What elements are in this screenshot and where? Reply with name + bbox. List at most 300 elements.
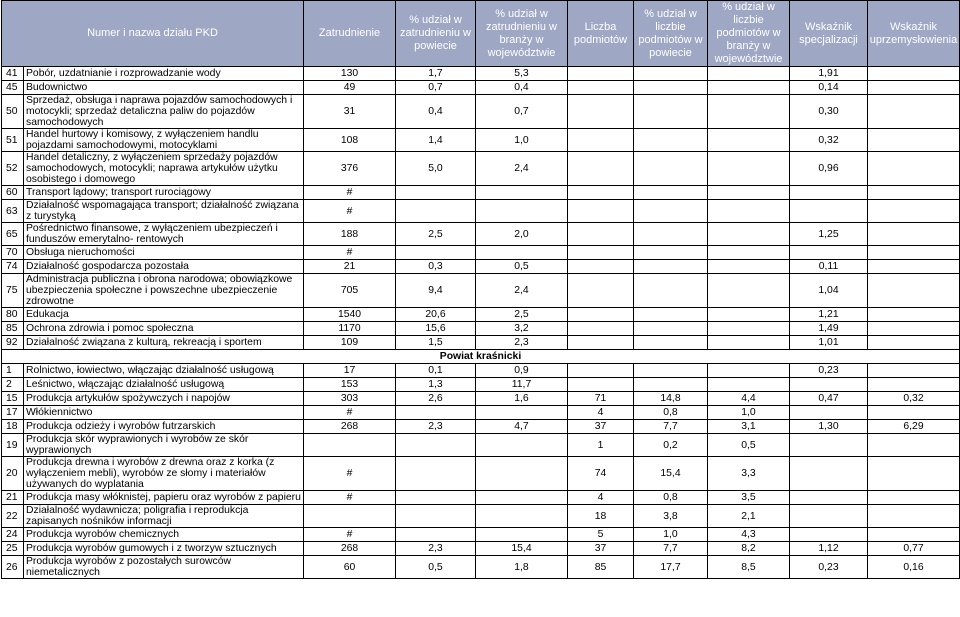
cell-entities-share-voiv [708,364,790,378]
cell-share-county: 0,5 [396,556,476,579]
cell-entities-share-voiv: 2,1 [708,505,790,528]
cell-entities [568,364,634,378]
cell-entities-share-voiv [708,260,790,274]
cell-ind [868,260,960,274]
cell-name: Handel hurtowy i komisowy, z wyłączeniem handlu pojazdami samochodowymi, motocyklami [24,129,304,152]
cell-number: 52 [2,152,24,186]
cell-spec: 1,04 [790,274,868,308]
cell-share-county [396,434,476,457]
cell-name: Włókiennictwo [24,406,304,420]
cell-number: 17 [2,406,24,420]
cell-name: Produkcja wyrobów z pozostałych surowców niemetalicznych [24,556,304,579]
cell-share-county: 2,3 [396,420,476,434]
cell-number: 51 [2,129,24,152]
cell-ind [868,528,960,542]
cell-entities-share-voiv [708,274,790,308]
cell-employment: 49 [304,81,396,95]
cell-ind: 0,16 [868,556,960,579]
cell-entities-share-county: 0,8 [634,406,708,420]
cell-number: 92 [2,336,24,350]
cell-share-county: 1,7 [396,67,476,81]
cell-share-voiv: 2,0 [476,223,568,246]
cell-employment: 268 [304,542,396,556]
cell-share-voiv [476,491,568,505]
cell-entities-share-voiv: 0,5 [708,434,790,457]
table-row [2,200,960,223]
cell-ind [868,200,960,223]
cell-spec: 0,96 [790,152,868,186]
cell-share-voiv: 0,9 [476,364,568,378]
header-entities-share-county: % udział w liczbie podmiotów w powiecie [634,1,708,67]
cell-entities-share-county [634,223,708,246]
cell-number: 75 [2,274,24,308]
cell-entities [568,274,634,308]
cell-share-county: 2,6 [396,392,476,406]
cell-number: 70 [2,246,24,260]
cell-employment: # [304,406,396,420]
cell-number: 60 [2,186,24,200]
cell-entities-share-voiv [708,95,790,129]
cell-entities-share-voiv [708,186,790,200]
table-body-bottom [2,364,960,579]
cell-name: Działalność gospodarcza pozostała [24,260,304,274]
cell-ind [868,491,960,505]
cell-entities-share-county: 7,7 [634,420,708,434]
cell-entities: 4 [568,406,634,420]
cell-share-county: 5,0 [396,152,476,186]
cell-number: 18 [2,420,24,434]
cell-ind [868,322,960,336]
cell-share-voiv: 15,4 [476,542,568,556]
header-entities-share-voiv: % udział w liczbie podmiotów w branży w województwie [708,1,790,67]
cell-entities-share-voiv [708,129,790,152]
cell-spec: 0,32 [790,129,868,152]
table-row [2,260,960,274]
cell-entities: 1 [568,434,634,457]
table-body-top [2,67,960,350]
cell-entities: 5 [568,528,634,542]
cell-name: Produkcja odzieży i wyrobów futrzarskich [24,420,304,434]
cell-employment: # [304,457,396,491]
cell-spec: 0,30 [790,95,868,129]
cell-number: 41 [2,67,24,81]
cell-entities-share-voiv: 3,3 [708,457,790,491]
cell-entities-share-voiv: 8,2 [708,542,790,556]
cell-share-county: 0,1 [396,364,476,378]
cell-entities-share-county: 14,8 [634,392,708,406]
cell-spec [790,505,868,528]
cell-number: 45 [2,81,24,95]
cell-share-voiv: 1,0 [476,129,568,152]
cell-share-voiv [476,505,568,528]
cell-entities-share-county: 7,7 [634,542,708,556]
table-row [2,95,960,129]
cell-name: Pobór, uzdatnianie i rozprowadzanie wody [24,67,304,81]
cell-share-county: 0,3 [396,260,476,274]
table-row [2,434,960,457]
cell-share-county: 0,4 [396,95,476,129]
cell-ind [868,378,960,392]
cell-share-county [396,246,476,260]
cell-entities-share-county: 0,2 [634,434,708,457]
cell-entities-share-voiv [708,200,790,223]
cell-spec [790,491,868,505]
cell-spec: 1,12 [790,542,868,556]
cell-entities [568,246,634,260]
cell-employment: 1540 [304,308,396,322]
section-title: Powiat kraśnicki [2,350,960,364]
cell-employment: 21 [304,260,396,274]
cell-share-voiv: 0,5 [476,260,568,274]
cell-spec: 0,14 [790,81,868,95]
cell-number: 80 [2,308,24,322]
cell-share-voiv: 2,4 [476,152,568,186]
cell-spec [790,186,868,200]
cell-share-voiv: 4,7 [476,420,568,434]
cell-share-county: 20,6 [396,308,476,322]
cell-employment: 109 [304,336,396,350]
cell-entities-share-county [634,364,708,378]
table-row [2,457,960,491]
cell-employment [304,505,396,528]
cell-entities-share-county [634,260,708,274]
cell-name: Działalność wydawnicza; poligrafia i reprodukcja zapisanych nośników informacji [24,505,304,528]
cell-spec: 1,21 [790,308,868,322]
header-share-county: % udział w zatrudnieniu w powiecie [396,1,476,67]
table-row [2,274,960,308]
cell-share-county [396,186,476,200]
cell-share-county [396,200,476,223]
cell-share-voiv: 1,6 [476,392,568,406]
cell-share-voiv [476,406,568,420]
section-body [2,350,960,364]
cell-share-voiv [476,457,568,491]
cell-share-county [396,406,476,420]
table-row [2,378,960,392]
cell-spec: 0,47 [790,392,868,406]
cell-entities-share-county [634,152,708,186]
cell-number: 26 [2,556,24,579]
cell-name: Pośrednictwo finansowe, z wyłączeniem ubezpieczeń i funduszów emerytalno- rentowych [24,223,304,246]
cell-name: Produkcja masy włóknistej, papieru oraz wyrobów z papieru [24,491,304,505]
cell-number: 85 [2,322,24,336]
header-name: Numer i nazwa działu PKD [2,1,304,67]
cell-employment: 303 [304,392,396,406]
cell-share-voiv [476,434,568,457]
cell-ind: 6,29 [868,420,960,434]
cell-entities: 37 [568,420,634,434]
table-row [2,67,960,81]
cell-ind [868,246,960,260]
cell-name: Leśnictwo, włączając działalność usługową [24,378,304,392]
cell-employment: 17 [304,364,396,378]
cell-entities-share-county [634,129,708,152]
cell-entities [568,336,634,350]
cell-entities: 37 [568,542,634,556]
cell-entities-share-county: 1,0 [634,528,708,542]
header-ind: Wskaźnik uprzemysłowienia [868,1,960,67]
cell-entities-share-county [634,81,708,95]
cell-share-voiv: 2,4 [476,274,568,308]
cell-share-county: 1,4 [396,129,476,152]
cell-entities-share-county [634,336,708,350]
cell-entities-share-voiv [708,223,790,246]
cell-entities-share-voiv [708,67,790,81]
header-spec: Wskaźnik specjalizacji [790,1,868,67]
table-row [2,542,960,556]
cell-ind [868,223,960,246]
cell-name: Transport lądowy; transport rurociągowy [24,186,304,200]
cell-share-voiv: 1,8 [476,556,568,579]
cell-entities [568,308,634,322]
cell-entities-share-county [634,67,708,81]
cell-entities [568,186,634,200]
cell-number: 19 [2,434,24,457]
cell-number: 74 [2,260,24,274]
table-row [2,129,960,152]
cell-number: 1 [2,364,24,378]
cell-entities-share-county [634,200,708,223]
table-row [2,308,960,322]
table-row [2,491,960,505]
cell-share-county [396,528,476,542]
cell-entities [568,67,634,81]
cell-employment: 60 [304,556,396,579]
cell-number: 15 [2,392,24,406]
cell-spec [790,434,868,457]
cell-spec: 1,01 [790,336,868,350]
table-row [2,528,960,542]
cell-ind [868,95,960,129]
cell-name: Edukacja [24,308,304,322]
cell-share-voiv: 11,7 [476,378,568,392]
cell-share-voiv [476,246,568,260]
cell-employment: 31 [304,95,396,129]
cell-spec: 1,91 [790,67,868,81]
cell-ind [868,505,960,528]
cell-name: Produkcja drewna i wyrobów z drewna oraz z korka (z wyłączeniem mebli), wyrobów ze słomy i materiałów używanych do wyplatania [24,457,304,491]
table-row [2,420,960,434]
cell-entities-share-voiv [708,378,790,392]
cell-employment: 108 [304,129,396,152]
cell-entities-share-voiv: 3,5 [708,491,790,505]
cell-spec [790,406,868,420]
cell-entities [568,223,634,246]
cell-spec: 0,23 [790,364,868,378]
cell-entities-share-county: 17,7 [634,556,708,579]
cell-share-county [396,505,476,528]
cell-share-voiv: 0,7 [476,95,568,129]
cell-spec [790,200,868,223]
cell-entities-share-voiv [708,322,790,336]
cell-employment: # [304,200,396,223]
cell-entities-share-county [634,378,708,392]
cell-entities-share-voiv [708,336,790,350]
cell-entities [568,152,634,186]
cell-entities: 4 [568,491,634,505]
cell-employment: # [304,528,396,542]
cell-entities-share-voiv: 3,1 [708,420,790,434]
table-row [2,186,960,200]
cell-entities-share-county [634,95,708,129]
cell-name: Działalność związana z kulturą, rekreacją i sportem [24,336,304,350]
header-share-voiv: % udział w zatrudnieniu w branży w województwie [476,1,568,67]
cell-entities-share-county [634,322,708,336]
cell-number: 20 [2,457,24,491]
cell-number: 65 [2,223,24,246]
cell-entities: 18 [568,505,634,528]
table-row [2,392,960,406]
cell-entities-share-voiv [708,246,790,260]
cell-employment: # [304,491,396,505]
cell-share-county: 0,7 [396,81,476,95]
cell-spec: 0,11 [790,260,868,274]
cell-entities-share-county [634,186,708,200]
table-row [2,505,960,528]
cell-entities [568,378,634,392]
cell-entities-share-county: 0,8 [634,491,708,505]
cell-entities [568,95,634,129]
table-row [2,336,960,350]
cell-employment: 188 [304,223,396,246]
cell-entities: 71 [568,392,634,406]
cell-share-voiv: 0,4 [476,81,568,95]
cell-name: Obsługa nieruchomości [24,246,304,260]
cell-ind [868,308,960,322]
cell-ind [868,186,960,200]
table-row [2,406,960,420]
cell-name: Rolnictwo, łowiectwo, włączając działalność usługową [24,364,304,378]
cell-entities [568,129,634,152]
cell-entities-share-county: 3,8 [634,505,708,528]
cell-name: Produkcja wyrobów gumowych i z tworzyw sztucznych [24,542,304,556]
cell-share-county [396,491,476,505]
cell-entities [568,81,634,95]
cell-share-voiv [476,528,568,542]
cell-employment: 705 [304,274,396,308]
cell-entities-share-county [634,308,708,322]
cell-ind [868,152,960,186]
section-row [2,350,960,364]
cell-number: 25 [2,542,24,556]
table-row [2,152,960,186]
cell-entities-share-voiv: 8,5 [708,556,790,579]
table-row [2,322,960,336]
cell-ind [868,129,960,152]
table-row [2,556,960,579]
cell-name: Ochrona zdrowia i pomoc społeczna [24,322,304,336]
cell-spec [790,528,868,542]
cell-share-voiv [476,200,568,223]
cell-spec: 1,30 [790,420,868,434]
cell-name: Produkcja skór wyprawionych i wyrobów ze skór wyprawionych [24,434,304,457]
cell-entities [568,260,634,274]
header-employment: Zatrudnienie [304,1,396,67]
cell-employment: # [304,186,396,200]
cell-share-voiv: 2,3 [476,336,568,350]
cell-share-county: 2,3 [396,542,476,556]
cell-entities [568,322,634,336]
cell-spec [790,246,868,260]
cell-ind [868,434,960,457]
table-row [2,223,960,246]
cell-spec: 1,25 [790,223,868,246]
cell-ind: 0,32 [868,392,960,406]
cell-entities-share-county [634,274,708,308]
cell-employment: 376 [304,152,396,186]
cell-entities-share-voiv: 1,0 [708,406,790,420]
cell-entities [568,200,634,223]
cell-number: 2 [2,378,24,392]
cell-share-county: 9,4 [396,274,476,308]
cell-ind [868,406,960,420]
cell-name: Produkcja artykułów spożywczych i napojów [24,392,304,406]
cell-name: Budownictwo [24,81,304,95]
cell-share-county: 2,5 [396,223,476,246]
pkd-table [1,0,960,579]
cell-ind [868,364,960,378]
cell-name: Produkcja wyrobów chemicznych [24,528,304,542]
cell-ind [868,274,960,308]
cell-employment: 130 [304,67,396,81]
cell-employment [304,434,396,457]
cell-number: 21 [2,491,24,505]
cell-spec: 0,23 [790,556,868,579]
cell-entities-share-voiv: 4,4 [708,392,790,406]
cell-share-voiv: 5,3 [476,67,568,81]
cell-entities-share-voiv [708,308,790,322]
header-entities: Liczba podmiotów [568,1,634,67]
cell-ind [868,336,960,350]
table-row [2,246,960,260]
cell-employment: 268 [304,420,396,434]
cell-spec [790,457,868,491]
cell-entities: 85 [568,556,634,579]
cell-share-county: 1,5 [396,336,476,350]
table-row [2,81,960,95]
cell-number: 24 [2,528,24,542]
cell-share-county: 15,6 [396,322,476,336]
cell-number: 22 [2,505,24,528]
cell-share-county [396,457,476,491]
cell-employment: 1170 [304,322,396,336]
cell-name: Handel detaliczny, z wyłączeniem sprzedaży pojazdów samochodowych, motocykli; naprawa artykułów użytku osobistego i domowego [24,152,304,186]
cell-share-voiv [476,186,568,200]
cell-entities: 74 [568,457,634,491]
cell-entities-share-county [634,246,708,260]
table-row [2,364,960,378]
cell-entities-share-voiv [708,81,790,95]
cell-employment: 153 [304,378,396,392]
cell-name: Administracja publiczna i obrona narodowa; obowiązkowe ubezpieczenia społeczne i powszechne ubezpieczenie zdrowotne [24,274,304,308]
cell-share-voiv: 3,2 [476,322,568,336]
cell-share-county: 1,3 [396,378,476,392]
cell-name: Sprzedaż, obsługa i naprawa pojazdów samochodowych i motocykli; sprzedaż detaliczna paliw do pojazdów samochodowych [24,95,304,129]
cell-employment: # [304,246,396,260]
cell-entities-share-voiv: 4,3 [708,528,790,542]
cell-entities-share-county: 15,4 [634,457,708,491]
cell-number: 50 [2,95,24,129]
cell-ind [868,81,960,95]
cell-ind [868,457,960,491]
cell-entities-share-voiv [708,152,790,186]
cell-spec: 1,49 [790,322,868,336]
cell-spec [790,378,868,392]
cell-number: 63 [2,200,24,223]
cell-share-voiv: 2,5 [476,308,568,322]
header-row [2,1,960,67]
cell-ind: 0,77 [868,542,960,556]
